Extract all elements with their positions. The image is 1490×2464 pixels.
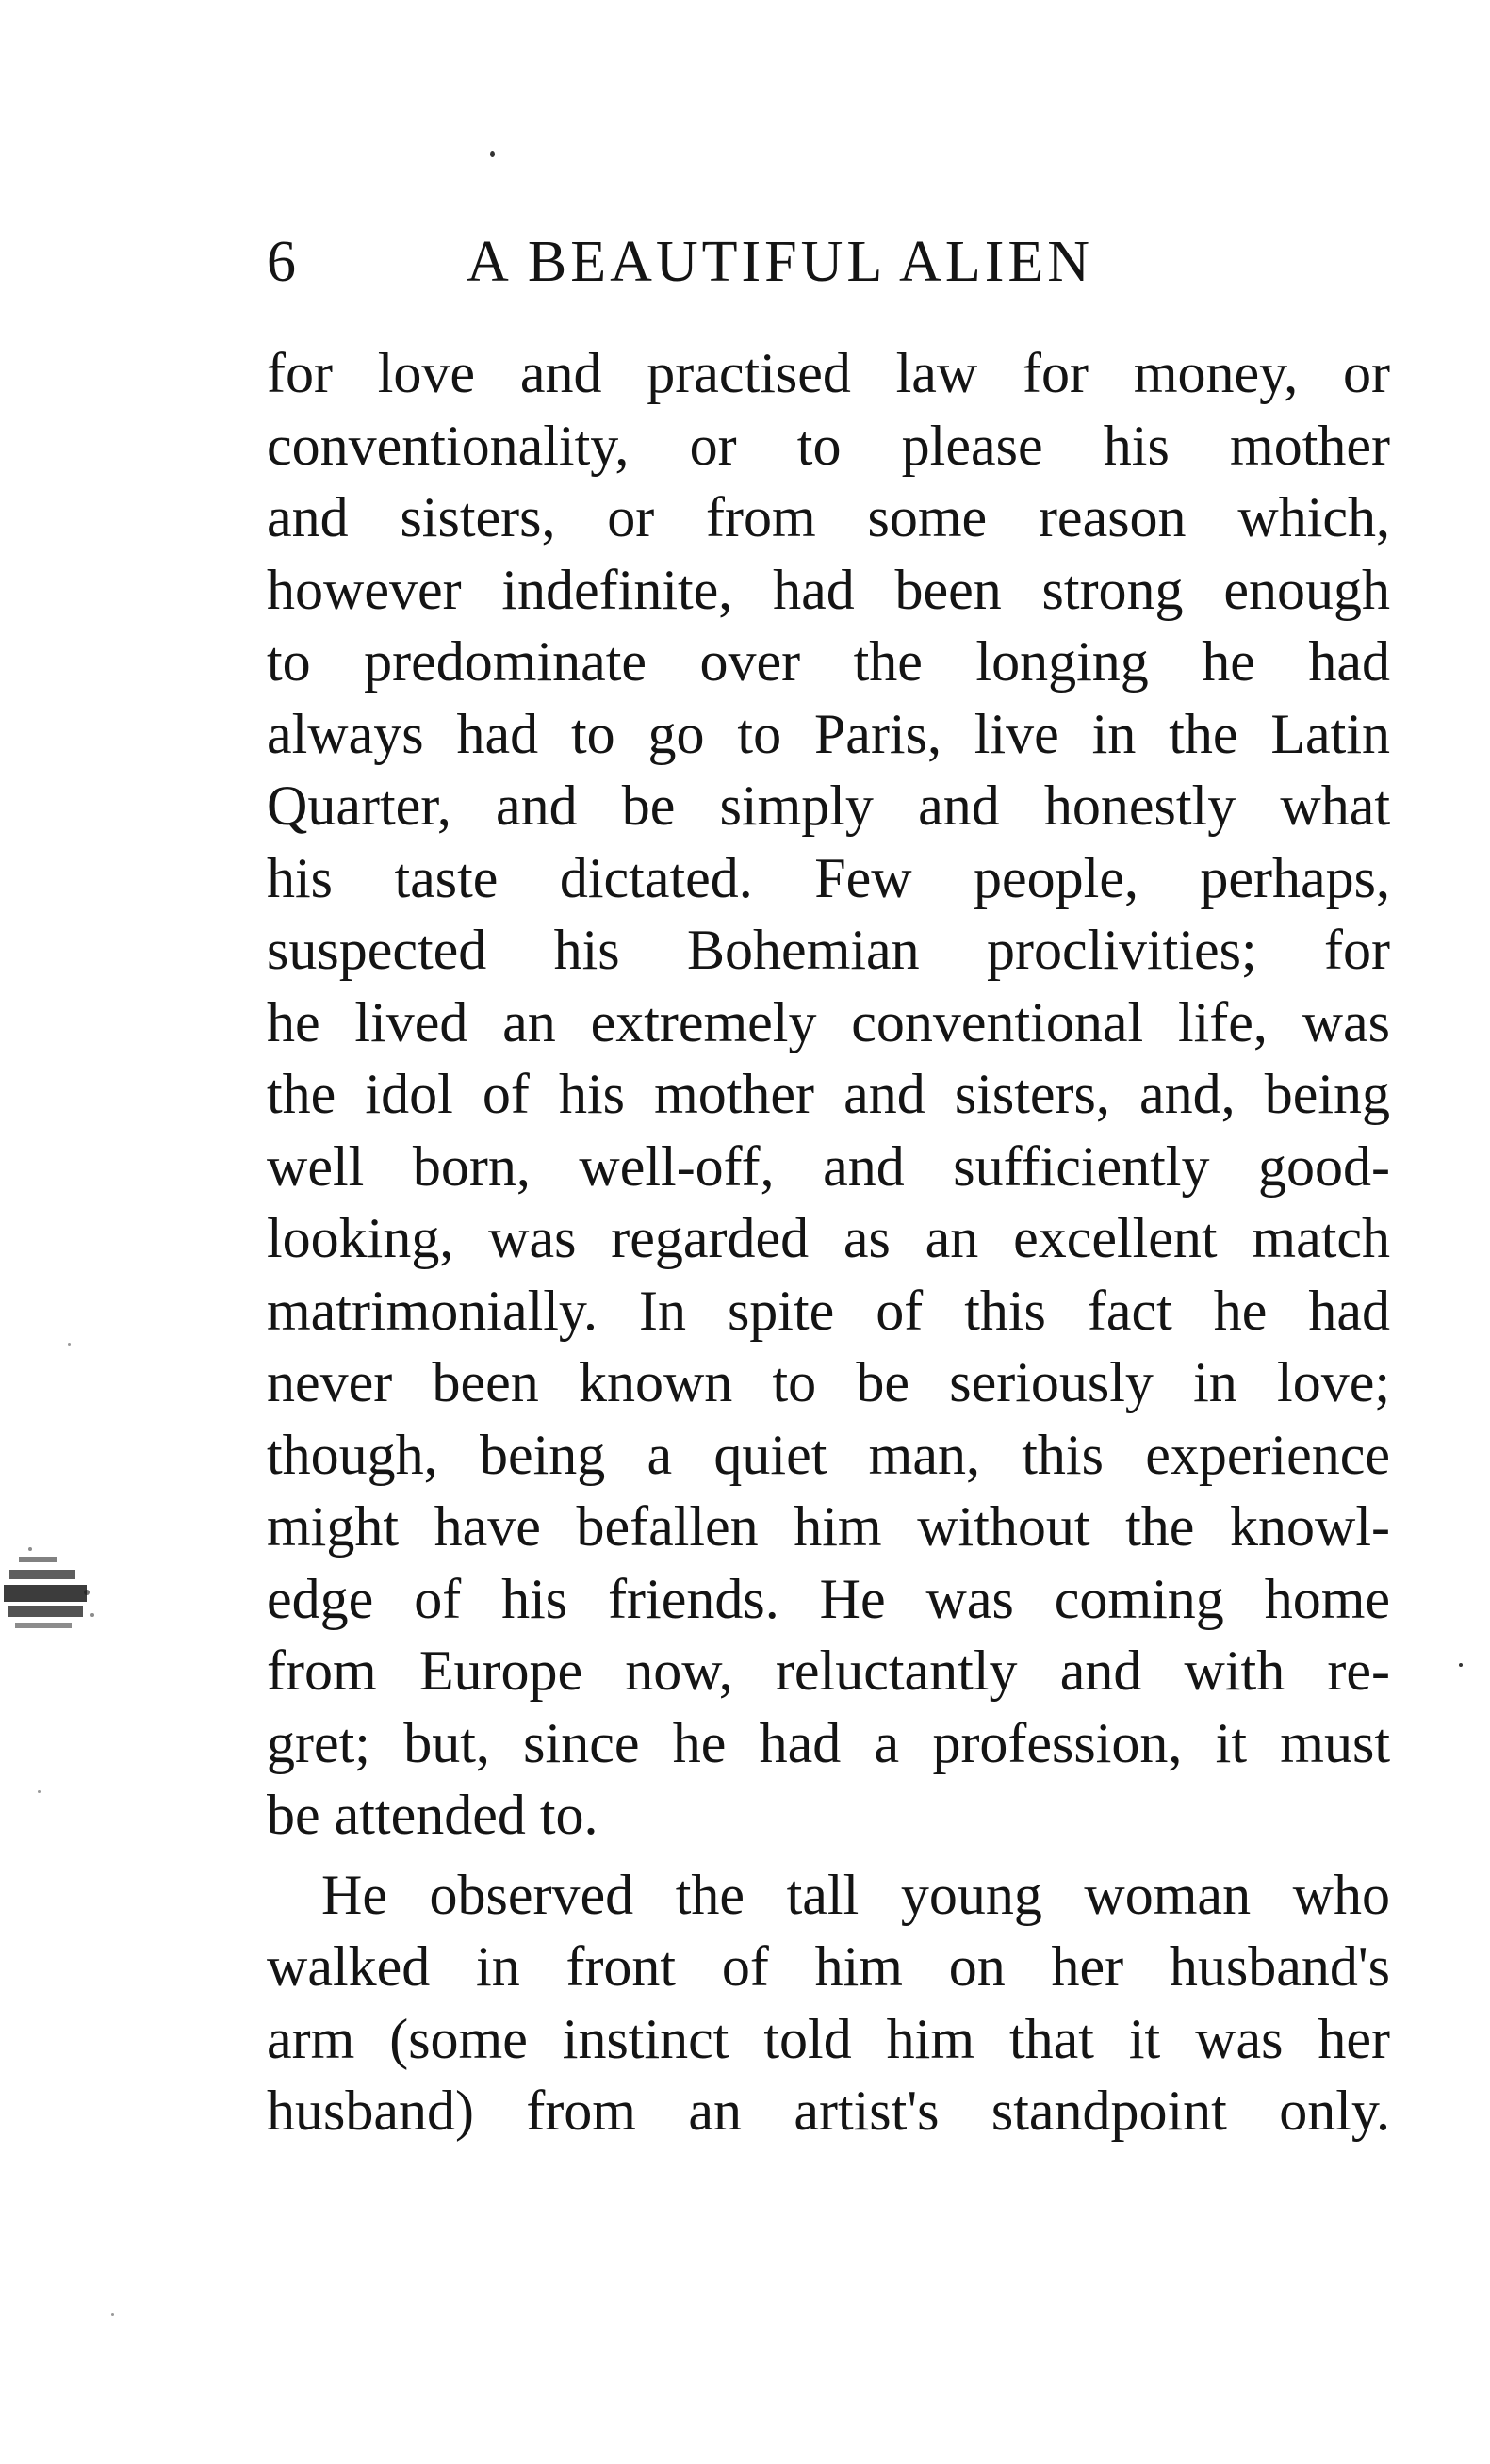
text-line: always had to go to Paris, live in the Latin [267, 702, 1390, 765]
scan-speck [111, 2313, 114, 2316]
text-line: from Europe now, reluctantly and with re- [267, 1640, 1390, 1702]
text-line: matrimonially. In spite of this fact he had [267, 1279, 1390, 1342]
paragraph [267, 1859, 1390, 2147]
text-line: never been known to be seriously in love; [267, 1351, 1390, 1413]
text-line: might have befallen him without the knowl- [267, 1495, 1390, 1558]
running-head [267, 224, 1209, 300]
paragraph [267, 337, 1390, 1852]
text-line: Quarter, and be simply and honestly what [267, 775, 1390, 837]
text-line: his taste dictated. Few people, perhaps, [267, 846, 1390, 909]
text-line: he lived an extremely conventional life, was [267, 990, 1390, 1053]
scan-speck [38, 1790, 41, 1793]
ink-blot-artifact [2, 1536, 100, 1647]
text-line: though, being a quiet man, this experience [267, 1423, 1390, 1486]
scan-speck [68, 1343, 71, 1346]
page-number: 6 [267, 230, 297, 294]
text-line: husband) from an artist's standpoint only. [267, 2080, 1390, 2142]
text-line: for love and practised law for money, or [267, 342, 1390, 404]
paragraph-gap [267, 1852, 1390, 1859]
text-line: the idol of his mother and sisters, and, being [267, 1063, 1390, 1125]
text-line: well born, well-off, and sufficiently good- [267, 1134, 1390, 1198]
body-text [267, 337, 1390, 2147]
text-line: and sisters, or from some reason which, [267, 486, 1390, 548]
text-line: walked in front of him on her husband's [267, 1935, 1390, 1998]
text-line: edge of his friends. He was coming home [267, 1567, 1390, 1630]
text-line: to predominate over the longing he had [267, 630, 1390, 693]
scan-speck [490, 151, 495, 157]
text-line: looking, was regarded as an excellent match [267, 1207, 1390, 1269]
text-line: conventionality, or to please his mother [267, 414, 1390, 477]
text-line: arm (some instinct told him that it was her [267, 2007, 1390, 2070]
running-title: A BEAUTIFUL ALIEN [467, 230, 1093, 294]
text-line: He observed the tall young woman who [321, 1863, 1390, 1926]
text-line: gret; but, since he had a profession, it must [267, 1711, 1390, 1774]
text-line: suspected his Bohemian proclivities; for [267, 919, 1390, 981]
text-line: be attended to. [267, 1784, 598, 1846]
text-line: however indefinite, had been strong enough [267, 558, 1390, 621]
scan-speck [1459, 1663, 1463, 1667]
